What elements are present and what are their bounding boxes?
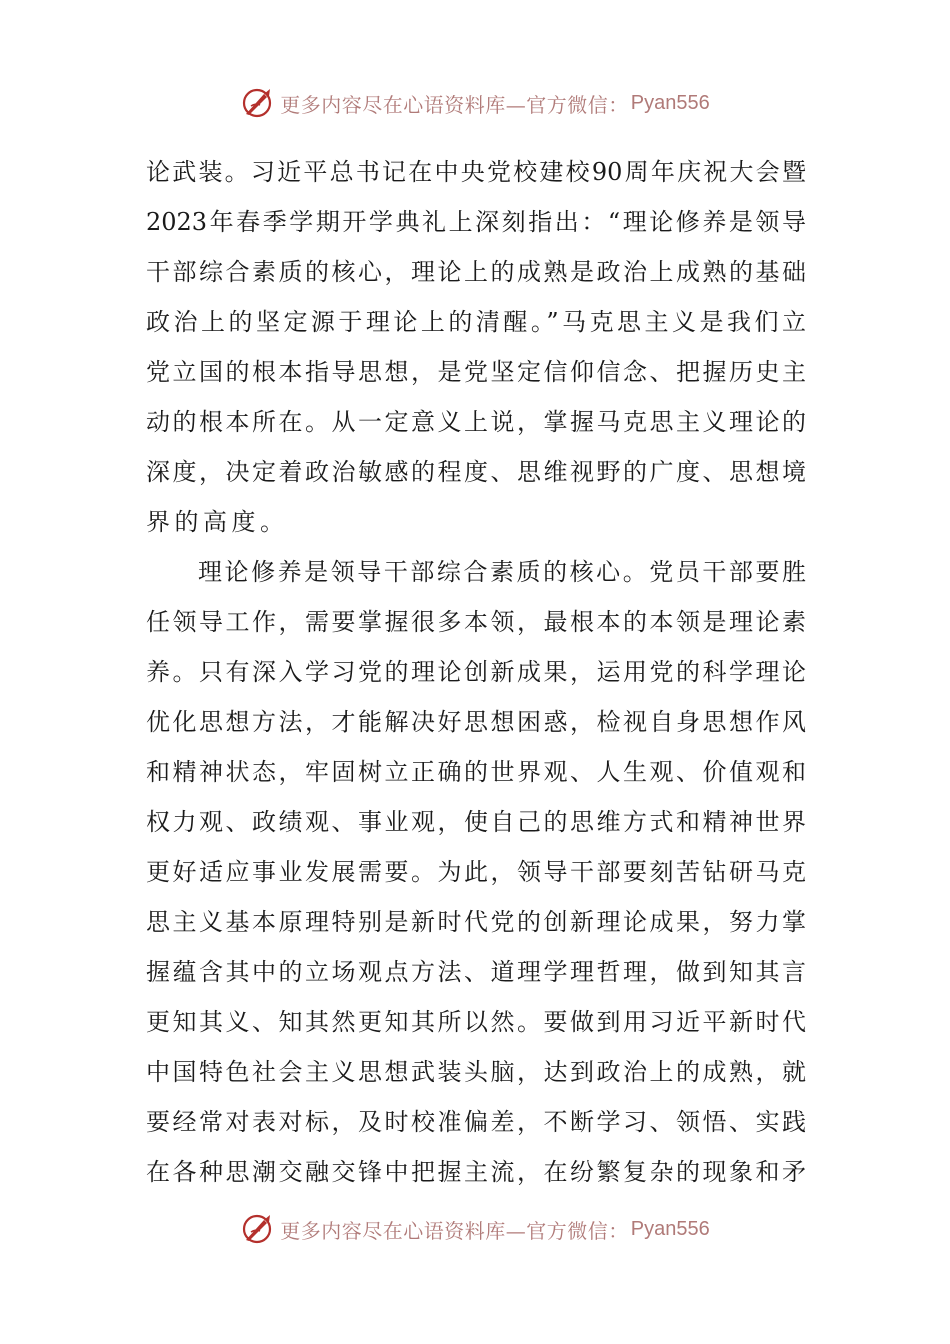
paragraph bbox=[146, 147, 806, 547]
header-watermark bbox=[0, 83, 950, 123]
text-line: 握蕴含其中的立场观点方法、道理学理哲理，做到知其言 bbox=[146, 958, 806, 986]
text-line: 更好适应事业发展需要。为此，领导干部要刻苦钻研马克 bbox=[146, 858, 806, 886]
text-line: 优化思想方法，才能解决好思想困惑，检视自身思想作风 bbox=[146, 708, 806, 736]
text-line: 任领导工作，需要掌握很多本领，最根本的本领是理论素 bbox=[146, 608, 806, 636]
text-line: 理论修养是领导干部综合素质的核心。党员干部要胜 bbox=[198, 558, 806, 586]
text-line: 和精神状态，牢固树立正确的世界观、人生观、价值观和 bbox=[146, 758, 806, 786]
text-line: 动的根本所在。从一定意义上说，掌握马克思主义理论的 bbox=[146, 408, 806, 436]
footer-watermark bbox=[0, 1209, 950, 1249]
paragraph bbox=[146, 547, 806, 1197]
text-line: 党立国的根本指导思想，是党坚定信仰信念、把握历史主 bbox=[146, 358, 806, 386]
text-line: 更知其义、知其然更知其所以然。要做到用习近平新时代 bbox=[146, 1008, 806, 1036]
text-line: 深度，决定着政治敏感的程度、思维视野的广度、思想境 bbox=[146, 458, 806, 486]
watermark-wechat-id: Pyan556 bbox=[630, 91, 710, 114]
document-body bbox=[146, 147, 806, 1197]
text-line: 2023年春季学期开学典礼上深刻指出：“理论修养是领导 bbox=[146, 208, 806, 236]
text-line: 中国特色社会主义思想武装头脑，达到政治上的成熟，就 bbox=[146, 1058, 806, 1086]
watermark-wechat-id: Pyan556 bbox=[630, 1217, 710, 1240]
text-line: 干部综合素质的核心，理论上的成熟是政治上成熟的基础 bbox=[146, 258, 806, 286]
text-line: 界的高度。 bbox=[146, 508, 289, 536]
text-line: 权力观、政绩观、事业观，使自己的思维方式和精神世界 bbox=[146, 808, 806, 836]
quill-logo-icon bbox=[240, 86, 274, 120]
text-line: 养。只有深入学习党的理论创新成果，运用党的科学理论 bbox=[146, 658, 806, 686]
text-line: 思主义基本原理特别是新时代党的创新理论成果，努力掌 bbox=[146, 908, 806, 936]
text-line: 论武装。习近平总书记在中央党校建校90周年庆祝大会暨 bbox=[146, 158, 806, 186]
quill-logo-icon bbox=[240, 1212, 274, 1246]
text-line: 要经常对表对标，及时校准偏差，不断学习、领悟、实践 bbox=[146, 1108, 806, 1136]
text-line: 政治上的坚定源于理论上的清醒。”马克思主义是我们立 bbox=[146, 308, 806, 336]
text-line: 在各种思潮交融交锋中把握主流，在纷繁复杂的现象和矛 bbox=[146, 1158, 806, 1186]
watermark-text: 更多内容尽在心语资料库—官方微信： bbox=[280, 1218, 629, 1243]
watermark-text: 更多内容尽在心语资料库—官方微信： bbox=[280, 92, 629, 117]
